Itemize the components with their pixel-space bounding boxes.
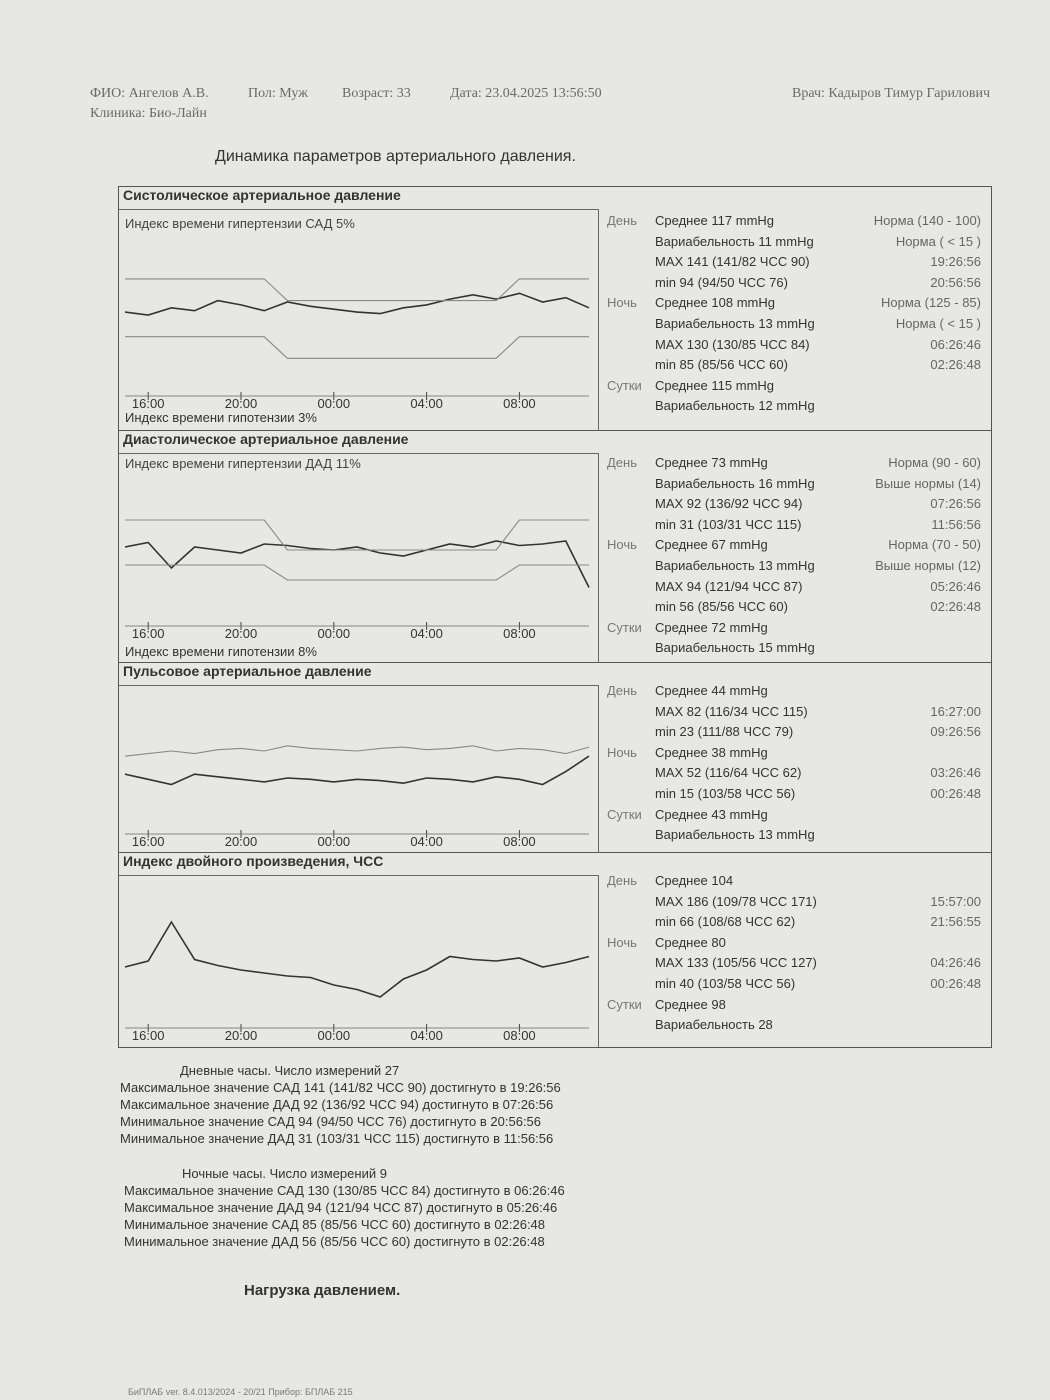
- stat-value: 16:27:00: [930, 703, 981, 719]
- footer-text: БиПЛАБ ver. 8.4.013/2024 - 20/21 Прибор: БПЛАБ 215: [128, 1387, 353, 1397]
- stat-group: День: [607, 455, 637, 470]
- norm-limit-line: [125, 565, 589, 580]
- panel-pulse: [119, 663, 991, 853]
- stat-value: 19:26:56: [930, 254, 981, 270]
- hypertension-index: Индекс времени гипертензии САД 5%: [125, 216, 355, 231]
- stat-label: Среднее 72 mmHg: [655, 619, 768, 635]
- stat-row: [603, 476, 989, 496]
- stat-label: Вариабельность 15 mmHg: [655, 640, 815, 656]
- stat-label: MAX 141 (141/82 ЧСС 90): [655, 254, 810, 270]
- diastolic-chart: [119, 476, 597, 644]
- patient-name: ФИО: Ангелов А.В.: [90, 86, 209, 101]
- x-tick-label: 20:00: [224, 396, 258, 411]
- stat-label: MAX 130 (130/85 ЧСС 84): [655, 336, 810, 352]
- x-tick-label: 08:00: [503, 834, 536, 849]
- night-summary-line: Минимальное значение САД 85 (85/56 ЧСС 60) достигнуто в 02:26:48: [124, 1217, 546, 1232]
- stat-label: MAX 186 (109/78 ЧСС 171): [655, 893, 817, 909]
- stat-row: [603, 997, 989, 1017]
- stat-group: День: [607, 683, 637, 698]
- panel-systolic: [119, 187, 991, 431]
- stat-label: Среднее 98: [655, 996, 726, 1012]
- stat-value: Норма (90 - 60): [888, 455, 981, 470]
- stat-value: 06:26:46: [930, 336, 981, 352]
- stat-value: 00:26:48: [930, 976, 981, 991]
- series-line: [125, 756, 589, 784]
- stat-row: [603, 935, 989, 955]
- clinic-name: Клиника: Био-Лайн: [90, 106, 207, 121]
- stat-label: min 15 (103/58 ЧСС 56): [655, 786, 796, 801]
- stat-label: min 94 (94/50 ЧСС 76): [655, 274, 788, 290]
- x-tick-label: 16:00: [131, 626, 165, 641]
- x-tick-label: 04:00: [410, 626, 443, 641]
- x-tick-label: 20:00: [224, 626, 258, 641]
- double-product-chart: [119, 878, 597, 1046]
- stat-value: 20:56:56: [930, 274, 981, 290]
- stat-row: [603, 914, 989, 934]
- norm-limit-line: [125, 746, 589, 756]
- stat-row: [603, 807, 989, 827]
- day-summary-line: Минимальное значение ДАД 31 (103/31 ЧСС 115) достигнуто в 11:56:56: [120, 1131, 554, 1146]
- stat-group: Ночь: [607, 295, 637, 311]
- stat-label: min 40 (103/58 ЧСС 56): [655, 976, 796, 991]
- x-tick-label: 16:00: [131, 1028, 165, 1043]
- x-tick-label: 08:00: [503, 396, 536, 411]
- stat-value: 05:26:46: [930, 578, 981, 594]
- x-tick-label: 16:00: [131, 396, 165, 411]
- stat-row: [603, 337, 989, 357]
- stat-row: [603, 873, 989, 893]
- stat-group: Ночь: [607, 744, 637, 760]
- panel-double-product: [119, 853, 991, 1047]
- series-line: [125, 293, 589, 315]
- doctor-name: Врач: Кадыров Тимур Гарилович: [792, 86, 991, 101]
- stat-label: Вариабельность 12 mmHg: [655, 398, 815, 414]
- stat-row: [603, 537, 989, 557]
- x-tick-label: 00:00: [317, 396, 351, 411]
- stat-label: Вариабельность 28: [655, 1017, 773, 1033]
- stat-label: MAX 92 (136/92 ЧСС 94): [655, 496, 803, 512]
- stat-row: [603, 579, 989, 599]
- stat-label: MAX 52 (116/64 ЧСС 62): [655, 765, 802, 781]
- stat-row: [603, 378, 989, 398]
- pulse-chart: [119, 688, 597, 852]
- report-frame: [118, 186, 992, 1048]
- stat-group: Сутки: [607, 806, 642, 822]
- stat-label: MAX 94 (121/94 ЧСС 87): [655, 578, 803, 594]
- stat-label: min 66 (108/68 ЧСС 62): [655, 914, 796, 930]
- report-date: Дата: 23.04.2025 13:56:50: [450, 86, 602, 101]
- plot-area: [119, 875, 599, 1047]
- panel-title: Индекс двойного произведения, ЧСС: [123, 853, 384, 869]
- stat-row: [603, 213, 989, 233]
- hypertension-index: Индекс времени гипертензии ДАД 11%: [125, 456, 361, 471]
- x-tick-label: 00:00: [317, 834, 351, 849]
- stat-label: Среднее 43 mmHg: [655, 806, 768, 822]
- stat-row: [603, 894, 989, 914]
- stat-label: Среднее 67 mmHg: [655, 537, 768, 553]
- hypotension-index: Индекс времени гипотензии 8%: [125, 644, 317, 659]
- day-summary-header: Дневные часы. Число измерений 27: [180, 1063, 400, 1078]
- day-summary-line: Максимальное значение ДАД 92 (136/92 ЧСС 94) достигнуто в 07:26:56: [120, 1097, 554, 1112]
- stat-label: MAX 82 (116/34 ЧСС 115): [655, 703, 808, 719]
- x-tick-label: 04:00: [410, 1028, 443, 1043]
- stat-value: Норма (70 - 50): [888, 537, 981, 553]
- stat-row: [603, 724, 989, 744]
- stat-value: Выше нормы (12): [875, 558, 981, 573]
- hypotension-index: Индекс времени гипотензии 3%: [125, 410, 317, 425]
- stat-row: [603, 496, 989, 516]
- stat-value: 02:26:48: [930, 599, 981, 615]
- x-tick-label: 20:00: [224, 834, 258, 849]
- x-tick-label: 16:00: [131, 834, 165, 849]
- stat-label: Среднее 108 mmHg: [655, 295, 775, 311]
- stat-value: 02:26:48: [930, 357, 981, 373]
- stat-row: [603, 786, 989, 806]
- patient-age: Возраст: 33: [342, 86, 411, 101]
- plot-area: [119, 453, 599, 663]
- stat-label: Среднее 38 mmHg: [655, 744, 768, 760]
- stat-row: [603, 620, 989, 640]
- stat-row: [603, 275, 989, 295]
- stat-value: Норма (125 - 85): [881, 295, 981, 311]
- page-title: Динамика параметров артериального давления.: [215, 148, 576, 165]
- stat-label: Вариабельность 16 mmHg: [655, 475, 815, 491]
- stat-group: Сутки: [607, 377, 642, 393]
- stat-value: Норма ( < 15 ): [895, 316, 981, 331]
- stat-row: [603, 955, 989, 975]
- stat-value: 21:56:55: [930, 914, 981, 930]
- stat-row: [603, 683, 989, 703]
- stat-row: [603, 765, 989, 785]
- x-tick-label: 00:00: [317, 1028, 351, 1043]
- night-summary-line: Максимальное значение ДАД 94 (121/94 ЧСС 87) достигнуто в 05:26:46: [124, 1200, 558, 1215]
- stat-label: Среднее 104: [655, 873, 734, 888]
- stat-value: 03:26:46: [930, 765, 981, 781]
- stat-group: Ночь: [607, 934, 637, 950]
- stat-row: [603, 357, 989, 377]
- series-line: [125, 922, 589, 997]
- stat-value: 04:26:46: [930, 955, 981, 971]
- night-summary-line: Минимальное значение ДАД 56 (85/56 ЧСС 60) достигнуто в 02:26:48: [124, 1234, 545, 1249]
- panel-title: Пульсовое артериальное давление: [123, 663, 372, 679]
- stat-label: Вариабельность 13 mmHg: [655, 827, 815, 843]
- stat-value: Выше нормы (14): [875, 475, 981, 491]
- x-tick-label: 04:00: [410, 396, 443, 411]
- norm-limit-line: [125, 337, 589, 359]
- stat-row: [603, 976, 989, 996]
- stat-row: [603, 704, 989, 724]
- stat-label: Среднее 73 mmHg: [655, 455, 768, 470]
- stat-label: Вариабельность 13 mmHg: [655, 558, 815, 573]
- stat-group: Сутки: [607, 996, 642, 1012]
- stat-row: [603, 295, 989, 315]
- systolic-chart: [119, 236, 597, 414]
- stat-label: min 56 (85/56 ЧСС 60): [655, 599, 788, 615]
- stat-row: [603, 234, 989, 254]
- night-summary-header: Ночные часы. Число измерений 9: [182, 1166, 387, 1181]
- x-tick-label: 08:00: [503, 626, 536, 641]
- stat-group: Сутки: [607, 619, 642, 635]
- stat-row: [603, 827, 989, 847]
- stat-row: [603, 745, 989, 765]
- day-summary-line: Минимальное значение САД 94 (94/50 ЧСС 76) достигнуто в 20:56:56: [120, 1114, 542, 1129]
- stat-row: [603, 517, 989, 537]
- stat-label: Вариабельность 13 mmHg: [655, 316, 815, 331]
- panel-title: Диастолическое артериальное давление: [123, 431, 409, 447]
- stat-value: 11:56:56: [931, 516, 981, 532]
- stat-value: Норма ( < 15 ): [895, 233, 981, 249]
- stat-value: 07:26:56: [930, 496, 981, 512]
- stat-row: [603, 398, 989, 418]
- panel-title: Систолическое артериальное давление: [123, 187, 401, 203]
- load-title: Нагрузка давлением.: [244, 1282, 401, 1299]
- stat-group: День: [607, 213, 637, 228]
- day-summary-line: Максимальное значение САД 141 (141/82 ЧСС 90) достигнуто в 19:26:56: [120, 1080, 561, 1095]
- stat-label: Вариабельность 11 mmHg: [655, 233, 814, 249]
- stat-label: min 31 (103/31 ЧСС 115): [655, 516, 802, 532]
- stat-group: Ночь: [607, 537, 637, 553]
- stat-row: [603, 1017, 989, 1037]
- stat-label: Среднее 80: [655, 934, 726, 950]
- stat-value: 09:26:56: [930, 724, 981, 740]
- stat-value: 15:57:00: [930, 893, 981, 909]
- x-tick-label: 04:00: [410, 834, 443, 849]
- stat-label: Среднее 44 mmHg: [655, 683, 768, 698]
- stat-row: [603, 640, 989, 660]
- stat-value: 00:26:48: [930, 786, 981, 801]
- x-tick-label: 20:00: [224, 1028, 258, 1043]
- night-summary-line: Максимальное значение САД 130 (130/85 ЧСС 84) достигнуто в 06:26:46: [124, 1183, 565, 1198]
- stat-row: [603, 558, 989, 578]
- x-tick-label: 00:00: [317, 626, 351, 641]
- stat-label: Среднее 117 mmHg: [655, 213, 775, 228]
- stat-row: [603, 599, 989, 619]
- stat-label: min 23 (111/88 ЧСС 79): [655, 724, 794, 740]
- x-tick-label: 08:00: [503, 1028, 536, 1043]
- stat-group: День: [607, 873, 637, 888]
- plot-area: [119, 209, 599, 431]
- patient-sex: Пол: Муж: [248, 86, 308, 101]
- stat-row: [603, 254, 989, 274]
- panel-diastolic: [119, 431, 991, 663]
- stat-value: Норма (140 - 100): [873, 213, 981, 228]
- stat-label: Среднее 115 mmHg: [655, 377, 775, 393]
- plot-area: [119, 685, 599, 853]
- stat-row: [603, 316, 989, 336]
- norm-limit-line: [125, 279, 589, 301]
- stat-label: min 85 (85/56 ЧСС 60): [655, 357, 788, 373]
- stat-label: MAX 133 (105/56 ЧСС 127): [655, 955, 817, 971]
- stat-row: [603, 455, 989, 475]
